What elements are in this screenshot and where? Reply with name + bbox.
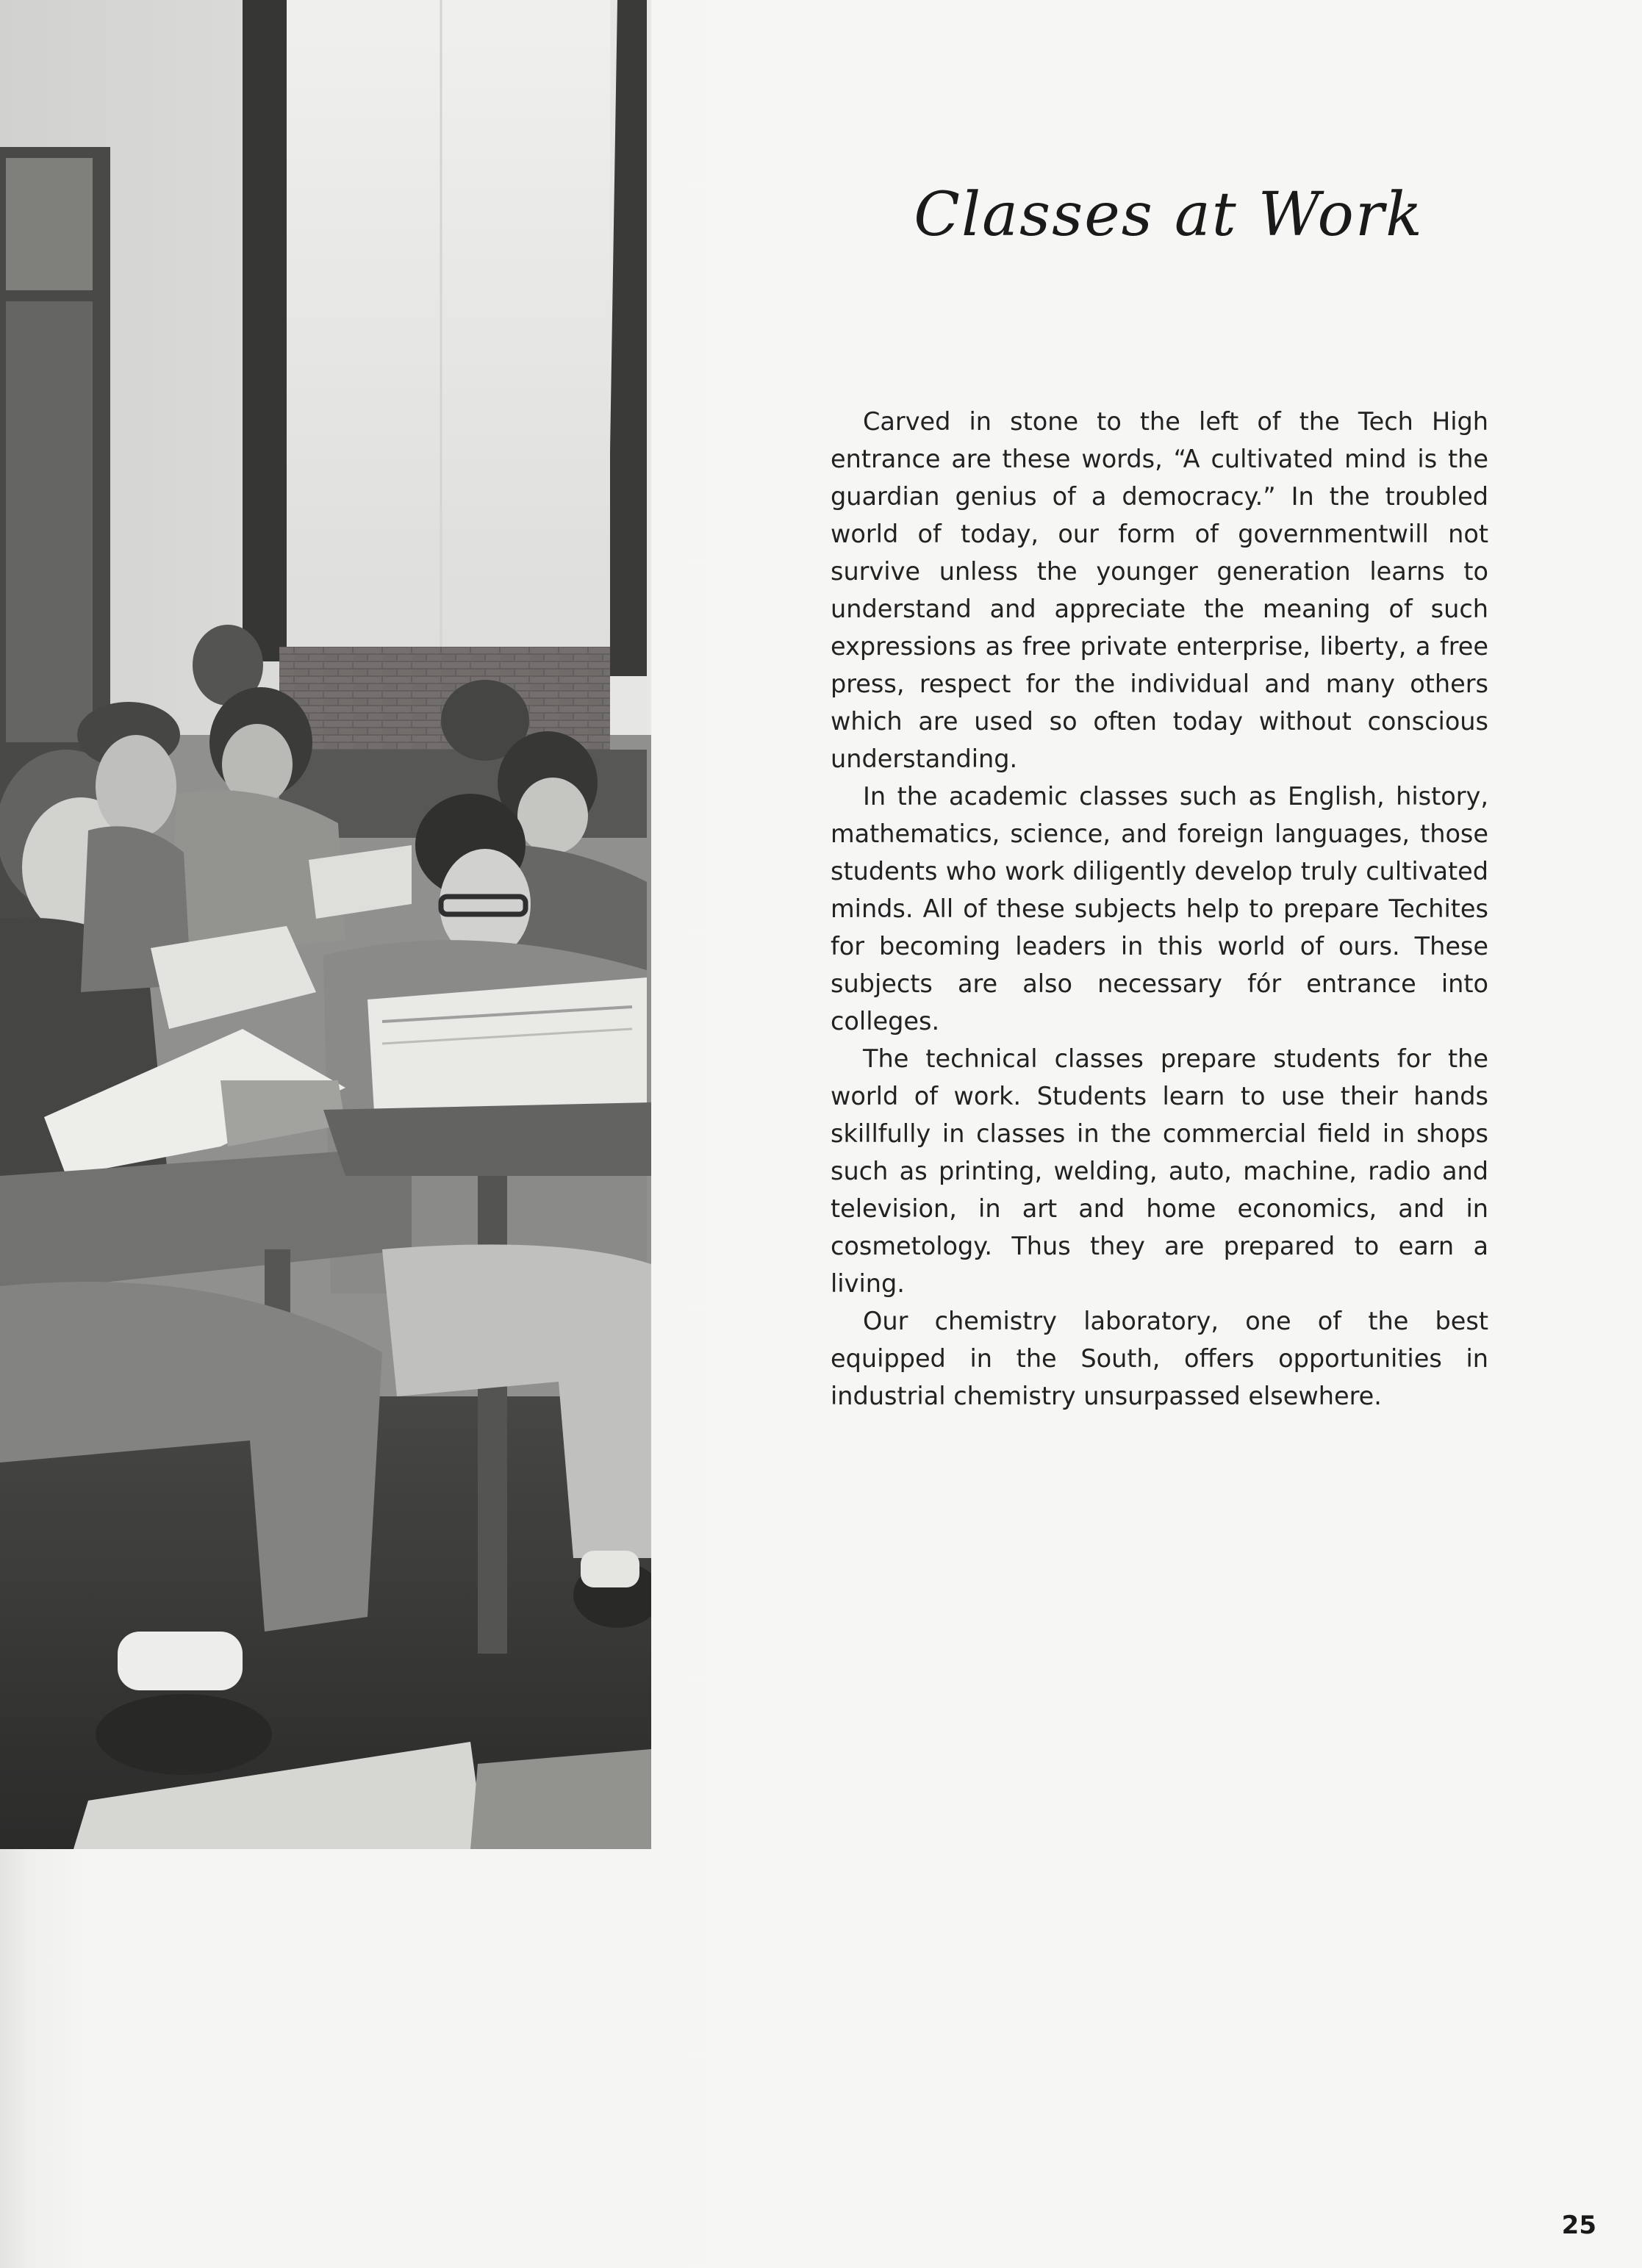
article-body (831, 403, 1488, 1415)
classroom-photo (0, 0, 651, 1849)
paragraph: In the academic classes such as English, history, mathematics, science, and foreign languages, those students who work diligently develop truly cultivated minds. All of these subjects help to prepare Techites for becoming leaders in this world of ours. These subjects are also necessary fór entrance into colleges. (831, 782, 1488, 1036)
paragraph: Our chemistry laboratory, one of the best equipped in the South, offers opportunities in industrial chemistry unsurpassed elsewhere. (831, 1307, 1488, 1410)
paragraph: The technical classes prepare students for the world of work. Students learn to use their hands skillfully in classes in the commercial field in shops such as printing, welding, auto, machine, radio and television, in art and home economics, and in cosmetology. Thus they are prepared to earn a living. (831, 1044, 1488, 1298)
paragraph: Carved in stone to the left of the Tech High entrance are these words, “A cultivated mind is the guardian genius of a democracy.” In the troubled world of today, our form of governmentwill not survive unless the younger generation learns to understand and appreciate the meaning of such expressions as free private enterprise, liberty, a free press, respect for the individual and many others which are used so often today without conscious understanding. (831, 407, 1488, 773)
page-number: 25 (1561, 2211, 1596, 2240)
page-title: Classes at Work (914, 180, 1424, 250)
